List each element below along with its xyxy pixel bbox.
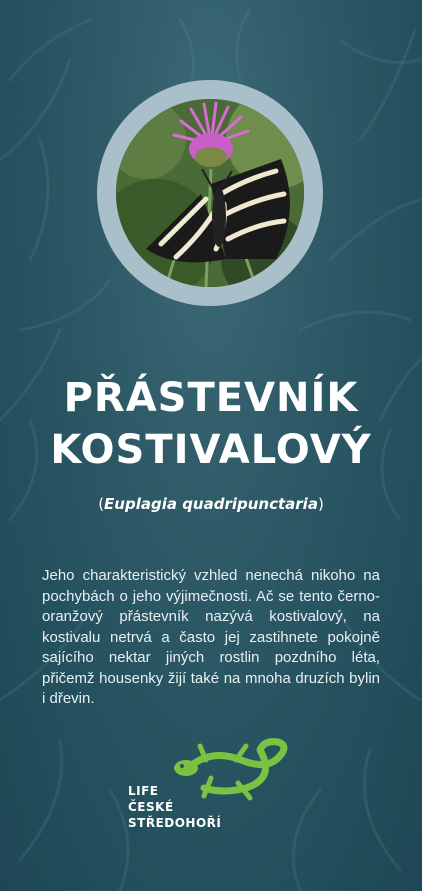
latin-name (0, 495, 422, 513)
title-line-2: KOSTIVALOVÝ (50, 427, 372, 473)
logo-line-2: ČESKÉ (128, 800, 174, 814)
latin-name-text: Euplagia quadripunctaria (104, 495, 318, 513)
logo-text (128, 783, 221, 831)
logo-line-1: LIFE (128, 784, 159, 798)
logo-line-3: STŘEDOHOŘÍ (128, 816, 222, 830)
photo-ring (97, 80, 323, 306)
butterfly-on-thistle-photo (116, 99, 304, 287)
description-text: Jeho charakteristický vzhled nenechá nikoho na pochybách o jeho výjimečnosti. Ač se tento černo-oranžový přástevník nazývá kostivalový, na kostivalu netrvá a často jej zastihnete pokojně sajícího nektar jiných rostlin pozdního léta, přičemž housenky žijí také na mnoha druzích bylin i dřevin. (42, 567, 380, 707)
latin-name-open: ( (98, 495, 105, 513)
life-ceske-stredohori-logo (120, 738, 300, 848)
title-line-1: PŘÁSTEVNÍK (63, 375, 359, 421)
latin-name-close: ) (317, 495, 324, 513)
page-title (0, 372, 422, 476)
